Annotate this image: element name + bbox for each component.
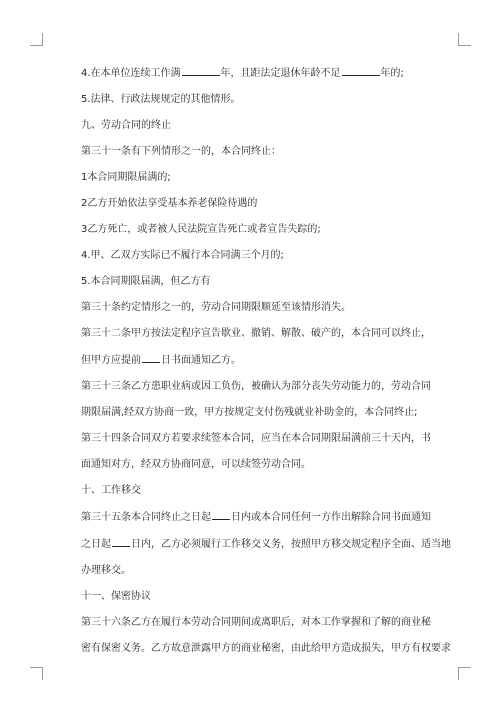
paragraph-line: 1本合同期限届满的;	[81, 172, 171, 183]
paragraph-line: 第三十六条乙方在履行本劳动合同期间或离职后，对本工作掌握和了解的商业秘	[81, 617, 431, 628]
paragraph-line: 密有保密义务。乙方故意泄露甲方的商业秘密，由此给甲方造成损失，甲方有权要求	[81, 643, 451, 654]
paragraph-line: 5.本合同期限届满，但乙方有	[81, 276, 211, 287]
paragraph-line: 面通知对方，经双方协商同意，可以续签劳动合同。	[81, 459, 311, 470]
paragraph-line	[78, 353, 426, 367]
text-segment: 日内，乙方必须履行工作移交义务，按照甲方移交规定程序全面、适当地	[131, 539, 451, 550]
paragraph-line: 期限届满,经双方协商一致，甲方按规定支付伤残就业补助金的，本合同终止;	[81, 407, 418, 418]
document-body	[78, 66, 451, 668]
paragraph-line: 5.法律、行政法规规定的其他情形。	[81, 94, 241, 105]
blank-underline	[182, 66, 220, 76]
paragraph-line: 第三十四条合同双方若要求续签本合同，应当在本合同期限届满前三十天内，书	[81, 433, 431, 444]
paragraph-line: 第三十三条乙方患职业病或因工负伤，被确认为部分丧失劳动能力的，劳动合同	[81, 381, 431, 392]
blank-underline	[342, 66, 380, 76]
paragraph-line: 3乙方死亡，或者被人民法院宣告死亡或者宣告失踪的;	[81, 224, 321, 235]
text-segment: 之日起	[81, 539, 111, 550]
blank-underline	[212, 510, 230, 520]
section-heading: 十一、保密协议	[81, 591, 151, 602]
blank-underline	[112, 537, 130, 547]
crop-mark-bottom-left	[30, 667, 43, 680]
blank-underline	[142, 353, 160, 363]
text-segment: 日内或本合同任何一方作出解除合同书面通知	[231, 512, 431, 523]
text-segment: 第三十五条本合同终止之日起	[81, 512, 211, 523]
crop-mark-bottom-right	[458, 667, 471, 680]
paragraph-line	[78, 537, 451, 551]
section-heading: 九、劳动合同的终止	[81, 120, 171, 131]
text-segment: 日书面通知乙方。	[161, 355, 241, 366]
crop-mark-top-right	[458, 33, 471, 46]
crop-mark-top-left	[30, 33, 43, 46]
paragraph-line: 办理移交。	[81, 565, 131, 576]
paragraph-line	[78, 66, 426, 80]
text-segment: 但甲方应提前	[81, 355, 141, 366]
paragraph-line: 2乙方开始依法享受基本养老保险待遇的	[81, 198, 258, 209]
paragraph-line: 第三十一条有下列情形之一的，本合同终止：	[81, 146, 281, 157]
text-segment: 4.在本单位连续工作满	[81, 68, 181, 79]
paragraph-line: 第三十条约定情形之一的，劳动合同期限顺延至该情形消失。	[81, 302, 351, 313]
text-segment: 年，且距法定退休年龄不足	[220, 68, 341, 79]
text-segment: 年的;	[380, 68, 404, 79]
paragraph-line: 4.甲、乙双方实际已不履行本合同满三个月的;	[81, 250, 284, 261]
paragraph-line: 第三十二条甲方按法定程序宣告歇业、撤销、解散、破产的，本合同可以终止，	[81, 328, 431, 339]
paragraph-line	[78, 510, 431, 524]
section-heading: 十、工作移交	[81, 485, 141, 496]
